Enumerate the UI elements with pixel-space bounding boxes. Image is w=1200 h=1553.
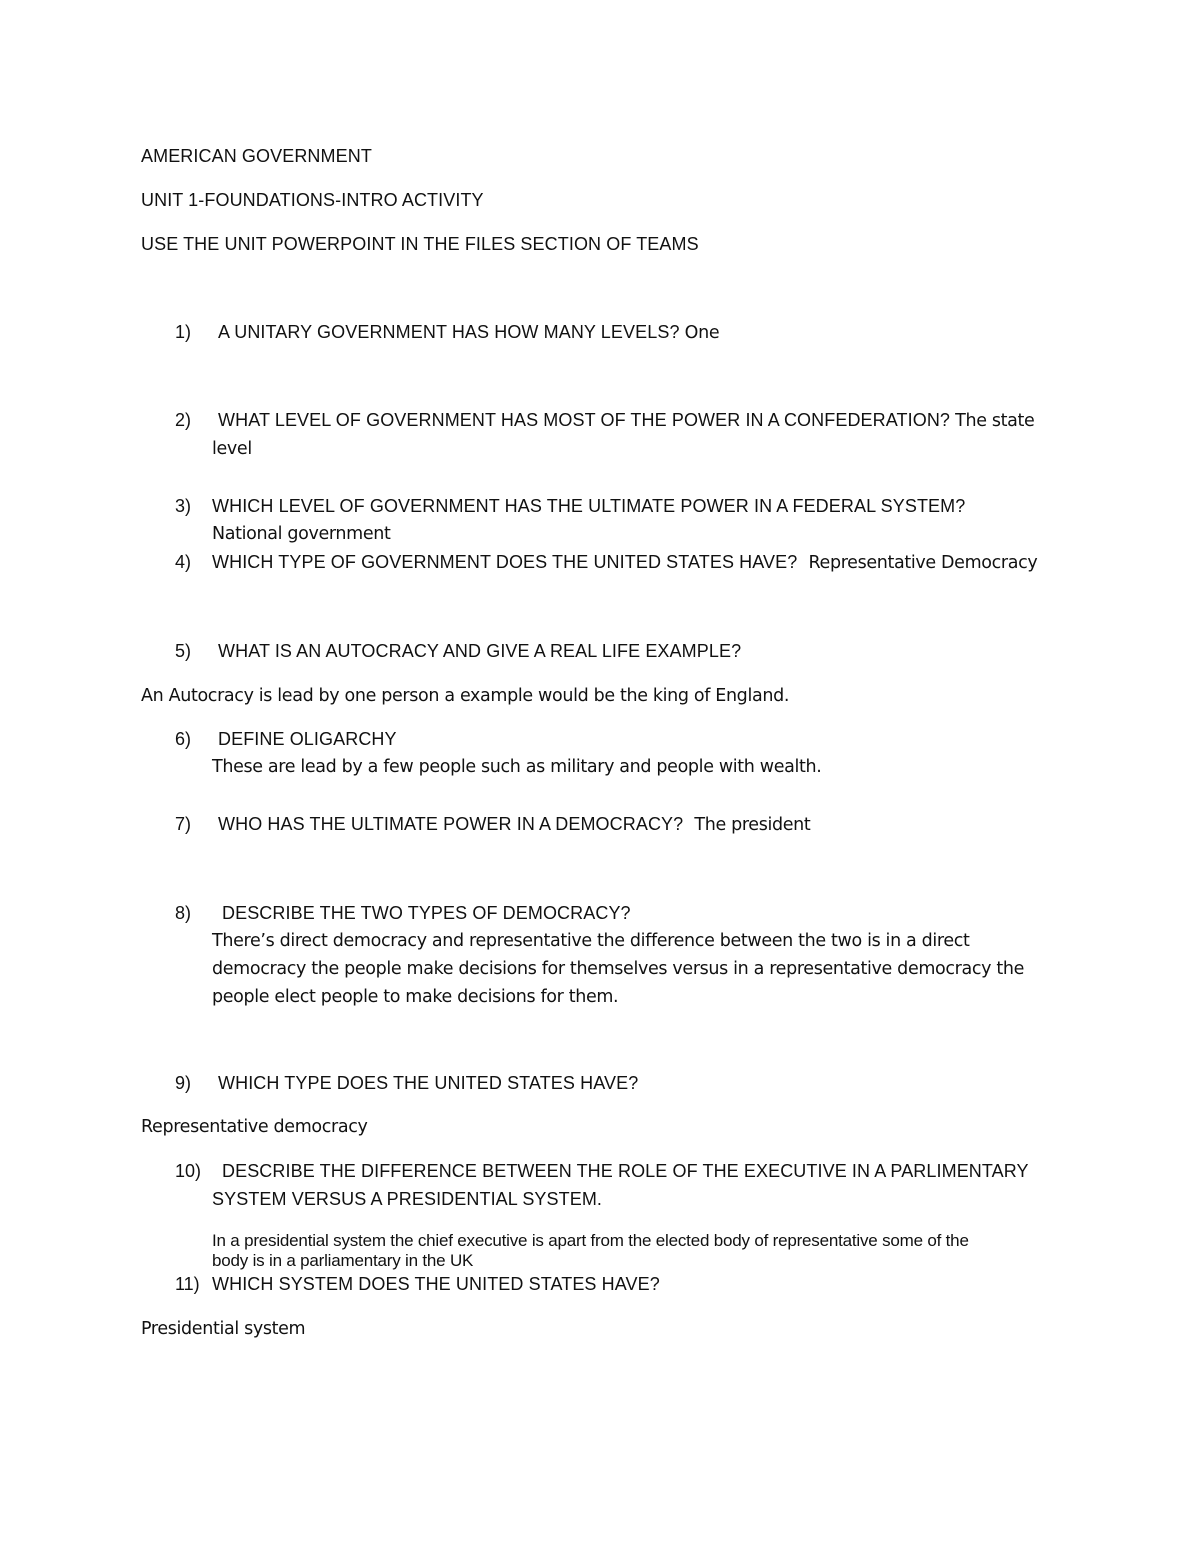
question-text: WHAT IS AN AUTOCRACY AND GIVE A REAL LIFE EXAMPLE? bbox=[218, 641, 742, 661]
question-text: WHO HAS THE ULTIMATE POWER IN A DEMOCRACY? bbox=[218, 814, 684, 834]
answer-text: National government bbox=[212, 524, 391, 544]
course-title: AMERICAN GOVERNMENT bbox=[141, 146, 372, 166]
unit-title: UNIT 1-FOUNDATIONS-INTRO ACTIVITY bbox=[141, 190, 484, 210]
answer-text: body is in a parliamentary in the UK bbox=[212, 1251, 474, 1270]
question-number: 3) bbox=[175, 496, 192, 516]
answer-text: level bbox=[212, 439, 252, 459]
question-number: 11) bbox=[175, 1274, 200, 1294]
question-text: DESCRIBE THE TWO TYPES OF DEMOCRACY? bbox=[222, 903, 631, 923]
answer-text: people elect people to make decisions for them. bbox=[212, 987, 619, 1007]
answer-text: The state bbox=[955, 411, 1035, 431]
answer-text: Representative Democracy bbox=[808, 553, 1038, 573]
question-number: 10) bbox=[175, 1161, 202, 1181]
question-number: 9) bbox=[175, 1073, 192, 1093]
question-number: 8) bbox=[175, 903, 192, 923]
answer-text: Presidential system bbox=[141, 1319, 306, 1339]
question-text: WHICH LEVEL OF GOVERNMENT HAS THE ULTIMATE POWER IN A FEDERAL SYSTEM? bbox=[212, 496, 966, 516]
answer-text: There’s direct democracy and representative the difference between the two is in a direct bbox=[212, 931, 970, 951]
question-2 bbox=[218, 410, 1034, 431]
question-text: WHICH SYSTEM DOES THE UNITED STATES HAVE? bbox=[212, 1274, 660, 1294]
question-number: 1) bbox=[175, 322, 192, 342]
question-text: DEFINE OLIGARCHY bbox=[218, 729, 397, 749]
question-text: SYSTEM VERSUS A PRESIDENTIAL SYSTEM. bbox=[212, 1189, 603, 1209]
question-text: DESCRIBE THE DIFFERENCE BETWEEN THE ROLE OF THE EXECUTIVE IN A PARLIMENTARY bbox=[222, 1161, 1029, 1181]
question-1 bbox=[218, 322, 719, 343]
question-text: WHICH TYPE DOES THE UNITED STATES HAVE? bbox=[218, 1073, 639, 1093]
question-text: WHAT LEVEL OF GOVERNMENT HAS MOST OF THE POWER IN A CONFEDERATION? bbox=[218, 410, 951, 430]
question-number: 6) bbox=[175, 729, 192, 749]
question-number: 4) bbox=[175, 552, 192, 572]
answer-text: Representative democracy bbox=[141, 1117, 368, 1137]
answer-text: democracy the people make decisions for themselves versus in a representative democracy the bbox=[212, 959, 1025, 979]
instructions: USE THE UNIT POWERPOINT IN THE FILES SECTION OF TEAMS bbox=[141, 234, 699, 254]
question-4 bbox=[212, 552, 1037, 573]
answer-text: The president bbox=[694, 815, 811, 835]
question-text: A UNITARY GOVERNMENT HAS HOW MANY LEVELS? bbox=[218, 322, 680, 342]
question-7 bbox=[218, 814, 810, 835]
answer-text: In a presidential system the chief executive is apart from the elected body of representative some of the bbox=[212, 1231, 969, 1250]
answer-text: These are lead by a few people such as military and people with wealth. bbox=[212, 757, 822, 777]
question-number: 7) bbox=[175, 814, 192, 834]
question-number: 2) bbox=[175, 410, 192, 430]
answer-text: An Autocracy is lead by one person a example would be the king of England. bbox=[141, 686, 790, 706]
question-number: 5) bbox=[175, 641, 192, 661]
question-text: WHICH TYPE OF GOVERNMENT DOES THE UNITED STATES HAVE? bbox=[212, 552, 798, 572]
answer-text: One bbox=[684, 323, 720, 343]
